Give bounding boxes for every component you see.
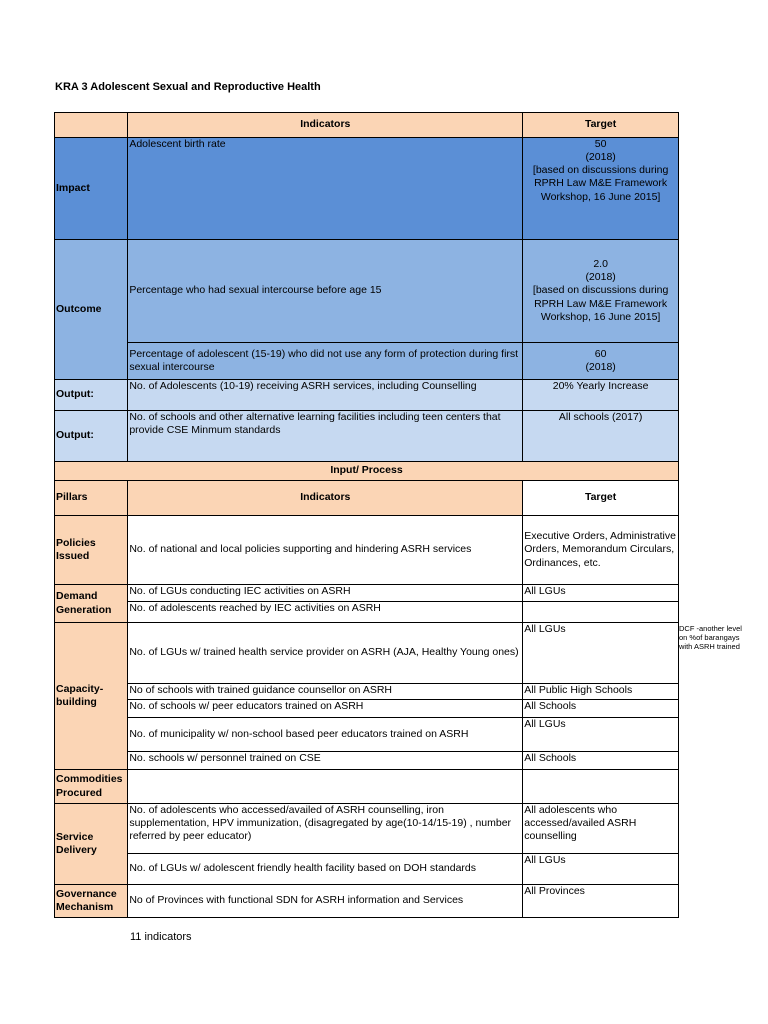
impact-indicator: Adolescent birth rate <box>128 138 523 240</box>
capacity-target: All LGUs <box>523 718 679 752</box>
section-header-row <box>55 462 679 481</box>
table-row <box>55 602 679 623</box>
governance-label: Governance Mechanism <box>55 885 128 918</box>
table-row <box>55 885 679 918</box>
capacity-target: All Schools <box>523 700 679 718</box>
table-row <box>55 138 679 240</box>
outcome-indicator: Percentage who had sexual intercourse before age 15 <box>128 240 523 343</box>
commodities-label: Commodities Procured <box>55 770 128 804</box>
kra-table <box>54 112 679 918</box>
capacity-indicator: No. of schools w/ peer educators trained on ASRH <box>128 700 523 718</box>
impact-label: Impact <box>55 138 128 240</box>
table-row <box>55 770 679 804</box>
governance-indicator: No of Provinces with functional SDN for ASRH information and Services <box>128 885 523 918</box>
service-target: All adolescents who accessed/availed ASRH counselling <box>523 804 679 854</box>
header-target: Target <box>523 113 679 138</box>
demand-indicator: No. of adolescents reached by IEC activities on ASRH <box>128 602 523 623</box>
table-row <box>55 854 679 885</box>
policies-label: Policies Issued <box>55 516 128 585</box>
table-row <box>55 380 679 411</box>
indicator-count: 11 indicators <box>130 931 192 943</box>
outcome-label: Outcome <box>55 240 128 380</box>
table-row <box>55 343 679 380</box>
table-row <box>55 240 679 343</box>
table-row <box>55 718 679 752</box>
header-pillars: Pillars <box>55 481 128 516</box>
outcome-target: 60 (2018) <box>523 343 679 380</box>
input-process-header: Input/ Process <box>55 462 679 481</box>
demand-target: All LGUs <box>523 585 679 602</box>
commodities-target <box>523 770 679 804</box>
policies-target: Executive Orders, Administrative Orders, Memorandum Circulars, Ordinances, etc. <box>523 516 679 585</box>
governance-target: All Provinces <box>523 885 679 918</box>
output-target: 20% Yearly Increase <box>523 380 679 411</box>
table-row <box>55 623 679 684</box>
service-indicator: No. of LGUs w/ adolescent friendly health facility based on DOH standards <box>128 854 523 885</box>
header-target: Target <box>523 481 679 516</box>
capacity-target: All Public High Schools <box>523 684 679 700</box>
demand-target <box>523 602 679 623</box>
table-row <box>55 585 679 602</box>
output-indicator: No. of schools and other alternative learning facilities including teen centers that provide CSE Minmum standards <box>128 411 523 462</box>
capacity-indicator: No. schools w/ personnel trained on CSE <box>128 752 523 770</box>
table-row <box>55 684 679 700</box>
service-indicator: No. of adolescents who accessed/availed of ASRH counselling, iron supplementation, HPV immunization, (disagregated by age(10-14/15-19) , number referred by peer educator) <box>128 804 523 854</box>
header-indicators: Indicators <box>128 481 523 516</box>
header-indicators: Indicators <box>128 113 523 138</box>
table-row <box>55 516 679 585</box>
commodities-indicator <box>128 770 523 804</box>
impact-target: 50 (2018) [based on discussions during RPRH Law M&E Framework Workshop, 16 June 2015] <box>523 138 679 240</box>
capacity-target: All LGUs <box>523 623 679 684</box>
demand-label: Demand Generation <box>55 585 128 623</box>
output-target: All schools (2017) <box>523 411 679 462</box>
capacity-indicator: No. of municipality w/ non-school based peer educators trained on ASRH <box>128 718 523 752</box>
table-header-row <box>55 113 679 138</box>
capacity-label: Capacity-building <box>55 623 128 770</box>
demand-indicator: No. of LGUs conducting IEC activities on ASRH <box>128 585 523 602</box>
document-title: KRA 3 Adolescent Sexual and Reproductive Health <box>55 81 321 93</box>
capacity-indicator: No of schools with trained guidance counsellor on ASRH <box>128 684 523 700</box>
outcome-indicator: Percentage of adolescent (15-19) who did not use any form of protection during first sexual intercourse <box>128 343 523 380</box>
service-label: Service Delivery <box>55 804 128 885</box>
table-row <box>55 752 679 770</box>
outcome-target: 2.0 (2018) [based on discussions during RPRH Law M&E Framework Workshop, 16 June 2015] <box>523 240 679 343</box>
capacity-indicator: No. of LGUs w/ trained health service provider on ASRH (AJA, Healthy Young ones) <box>128 623 523 684</box>
output-label: Output: <box>55 380 128 411</box>
service-target: All LGUs <box>523 854 679 885</box>
capacity-target: All Schools <box>523 752 679 770</box>
table-row <box>55 804 679 854</box>
output-label: Output: <box>55 411 128 462</box>
table-row <box>55 411 679 462</box>
header-blank-cell <box>55 113 128 138</box>
table-header-row <box>55 481 679 516</box>
side-note: DCF -another level on %of barangays with ASRH trained <box>679 624 742 651</box>
policies-indicator: No. of national and local policies supporting and hindering ASRH services <box>128 516 523 585</box>
table-row <box>55 700 679 718</box>
output-indicator: No. of Adolescents (10-19) receiving ASRH services, including Counselling <box>128 380 523 411</box>
